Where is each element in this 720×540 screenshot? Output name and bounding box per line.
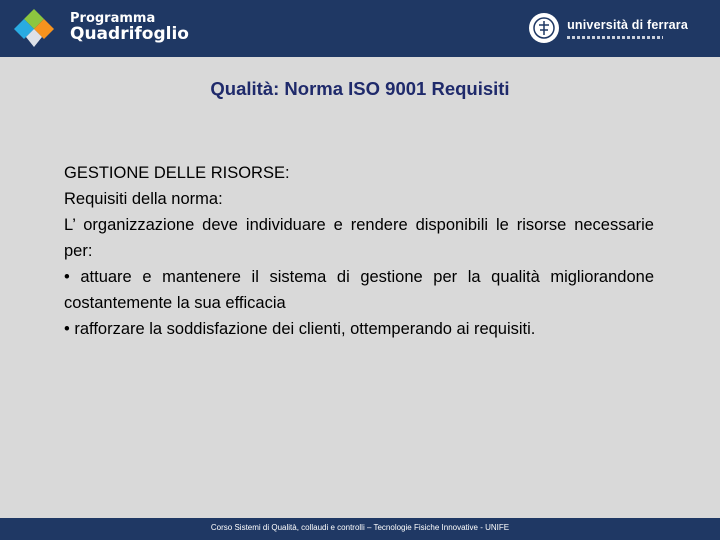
quadrifoglio-logo-icon bbox=[8, 5, 60, 51]
footer-text: Corso Sistemi di Qualità, collaudi e controlli – Tecnologie Fisiche Innovative - UNIFE bbox=[210, 523, 510, 532]
footer-bar bbox=[0, 518, 720, 540]
requirements-line bbox=[64, 186, 654, 212]
bullet-item-1: • attuare e mantenere il sistema di gestione per la qualità migliorandone costantemente la sua efficacia bbox=[64, 268, 654, 312]
header-bar bbox=[0, 0, 720, 57]
logo-line-1: Programma bbox=[70, 11, 156, 27]
slide-body bbox=[64, 160, 654, 342]
organization-paragraph: L’ organizzazione deve individuare e rendere disponibili le risorse necessarie per: bbox=[64, 216, 654, 260]
logo-line-2: Quadrifoglio bbox=[70, 23, 189, 44]
bullet-item-2: • rafforzare la soddisfazione dei clienti, ottemperando ai requisiti. bbox=[64, 320, 536, 338]
programma-quadrifoglio-logo bbox=[8, 5, 189, 51]
university-name: università di ferrara bbox=[567, 17, 688, 32]
requirements-bold: Requisiti bbox=[64, 190, 128, 208]
university-tagline-decoration bbox=[567, 36, 663, 39]
universita-ferrara-logo bbox=[529, 10, 688, 46]
university-seal-icon bbox=[529, 13, 559, 43]
section-heading: GESTIONE DELLE RISORSE: bbox=[64, 164, 290, 182]
requirements-rest: della norma: bbox=[127, 190, 223, 208]
slide-title: Qualità: Norma ISO 9001 Requisiti bbox=[210, 78, 510, 99]
